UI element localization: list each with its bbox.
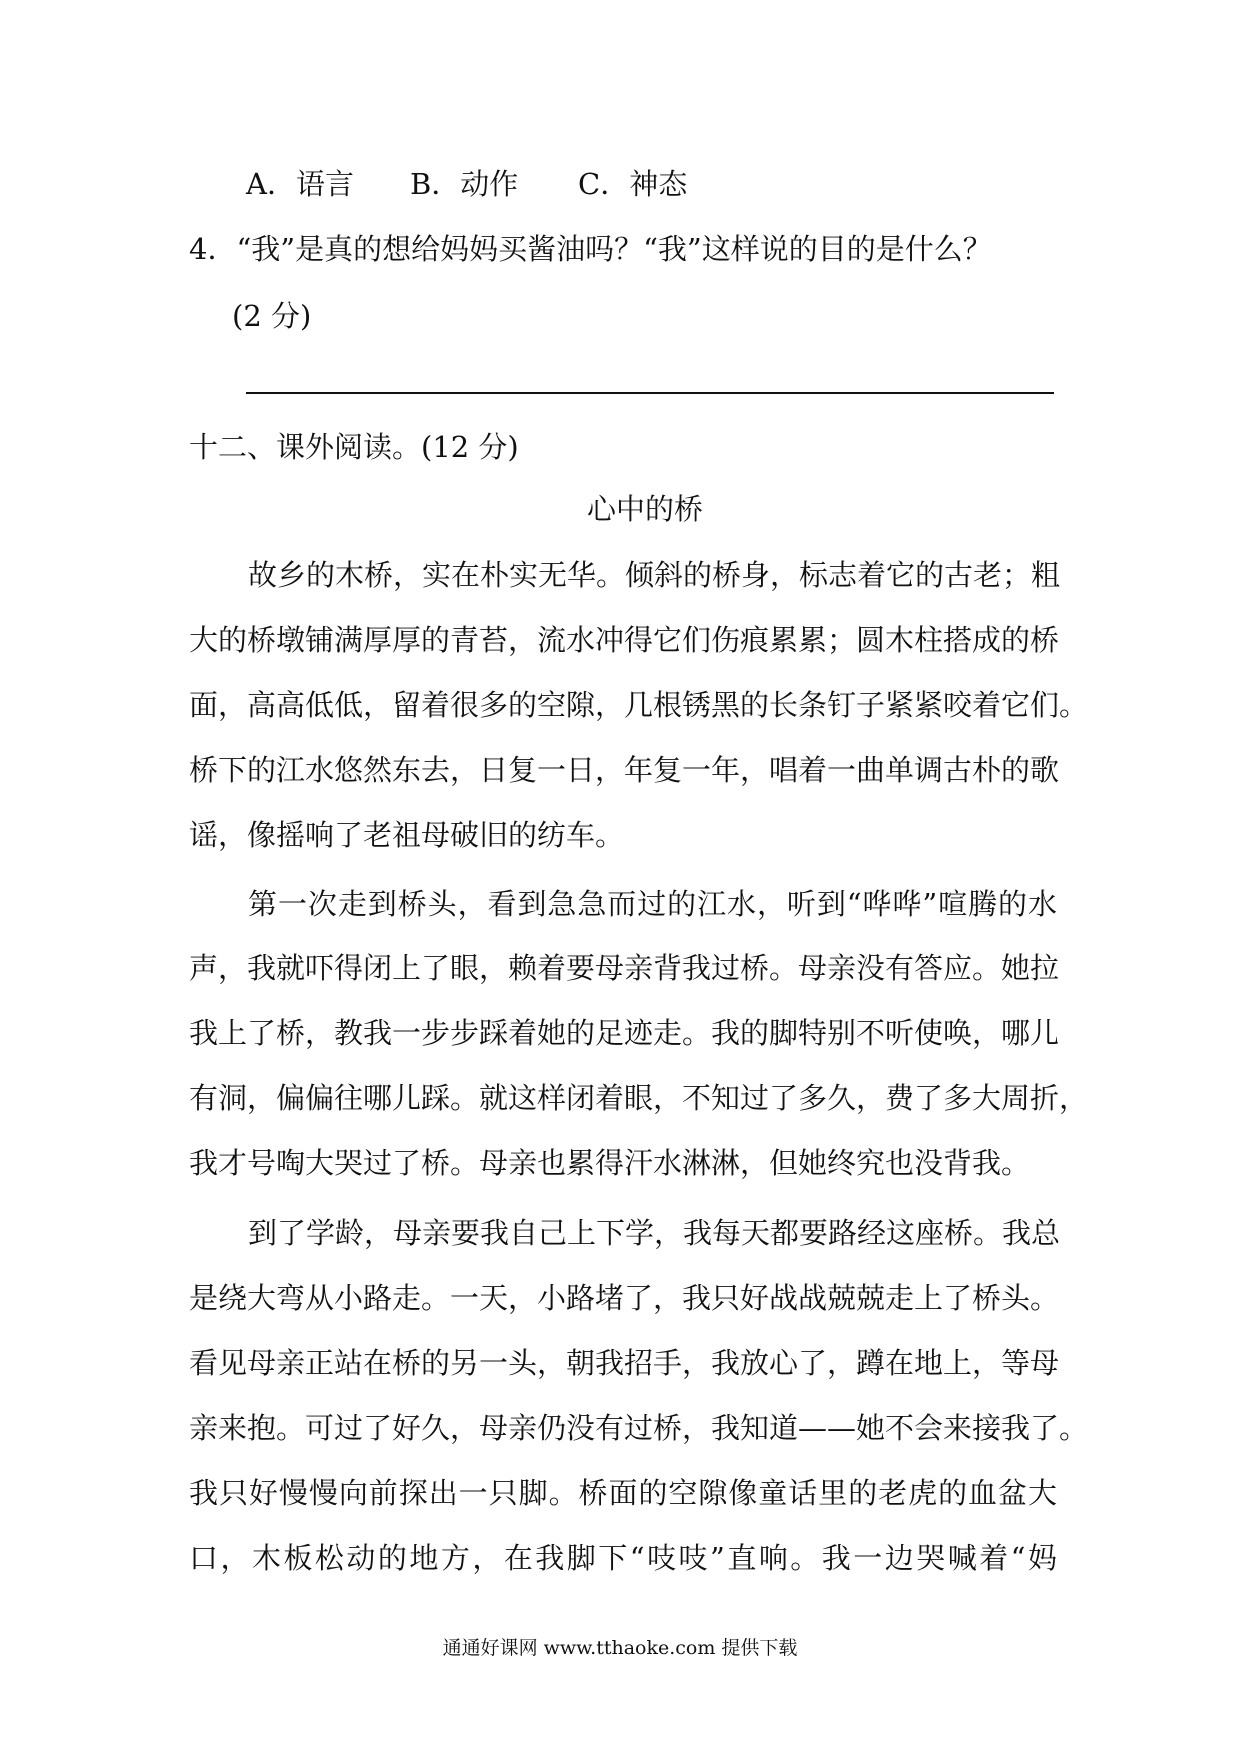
paragraph-line: 口，木板松动的地方，在我脚下“吱吱”直响。我一边哭喊着“妈 xyxy=(189,1541,1057,1575)
paragraph-line: 第一次走到桥头，看到急急而过的江水，听到“哗哗”喧腾的水 xyxy=(248,887,1057,921)
paragraph-line: 谣，像摇响了老祖母破旧的纺车。 xyxy=(189,818,625,852)
passage-title: 心中的桥 xyxy=(586,492,703,526)
footer-credit: 通通好课网 www.tthaoke.com 提供下载 xyxy=(442,1637,798,1659)
option-b: B．动作 xyxy=(410,167,519,201)
paragraph-line: 桥下的江水悠然东去，日复一日，年复一年，唱着一曲单调古朴的歌 xyxy=(189,753,1060,787)
paragraph-line: 亲来抱。可过了好久，母亲仍没有过桥，我知道——她不会来接我了。 xyxy=(189,1411,1089,1445)
option-a: A．语言 xyxy=(246,167,354,201)
paragraph-line: 声，我就吓得闭上了眼，赖着要母亲背我过桥。母亲没有答应。她拉 xyxy=(189,951,1060,985)
option-c: C．神态 xyxy=(578,167,688,201)
paragraph-line: 有洞，偏偏往哪儿踩。就这样闭着眼，不知过了多久，费了多大周折， xyxy=(189,1081,1089,1115)
paragraph-line: 我上了桥，教我一步步踩着她的足迹走。我的脚特别不听使唤，哪儿 xyxy=(189,1016,1060,1050)
paragraph-line: 是绕大弯从小路走。一天，小路堵了，我只好战战兢兢走上了桥头。 xyxy=(189,1281,1060,1315)
question-4-text: 4．“我”是真的想给妈妈买酱油吗？“我”这样说的目的是什么？ xyxy=(189,232,992,266)
answer-line xyxy=(246,392,1054,394)
section-heading: 十二、课外阅读。(12 分) xyxy=(189,430,519,464)
paragraph-line: 面，高高低低，留着很多的空隙，几根锈黑的长条钉子紧紧咬着它们。 xyxy=(189,688,1089,722)
paragraph-line: 我才号啕大哭过了桥。母亲也累得汗水淋淋，但她终究也没背我。 xyxy=(189,1146,1031,1180)
paragraph-line: 故乡的木桥，实在朴实无华。倾斜的桥身，标志着它的古老；粗 xyxy=(248,558,1061,592)
question-4-score: (2 分) xyxy=(232,299,312,333)
paragraph-line: 看见母亲正站在桥的另一头，朝我招手，我放心了，蹲在地上，等母 xyxy=(189,1346,1060,1380)
paragraph-line: 到了学龄，母亲要我自己上下学，我每天都要路经这座桥。我总 xyxy=(248,1216,1061,1250)
paragraph-line: 我只好慢慢向前探出一只脚。桥面的空隙像童话里的老虎的血盆大 xyxy=(189,1476,1057,1510)
paragraph-line: 大的桥墩铺满厚厚的青苔，流水冲得它们伤痕累累；圆木柱搭成的桥 xyxy=(189,623,1060,657)
